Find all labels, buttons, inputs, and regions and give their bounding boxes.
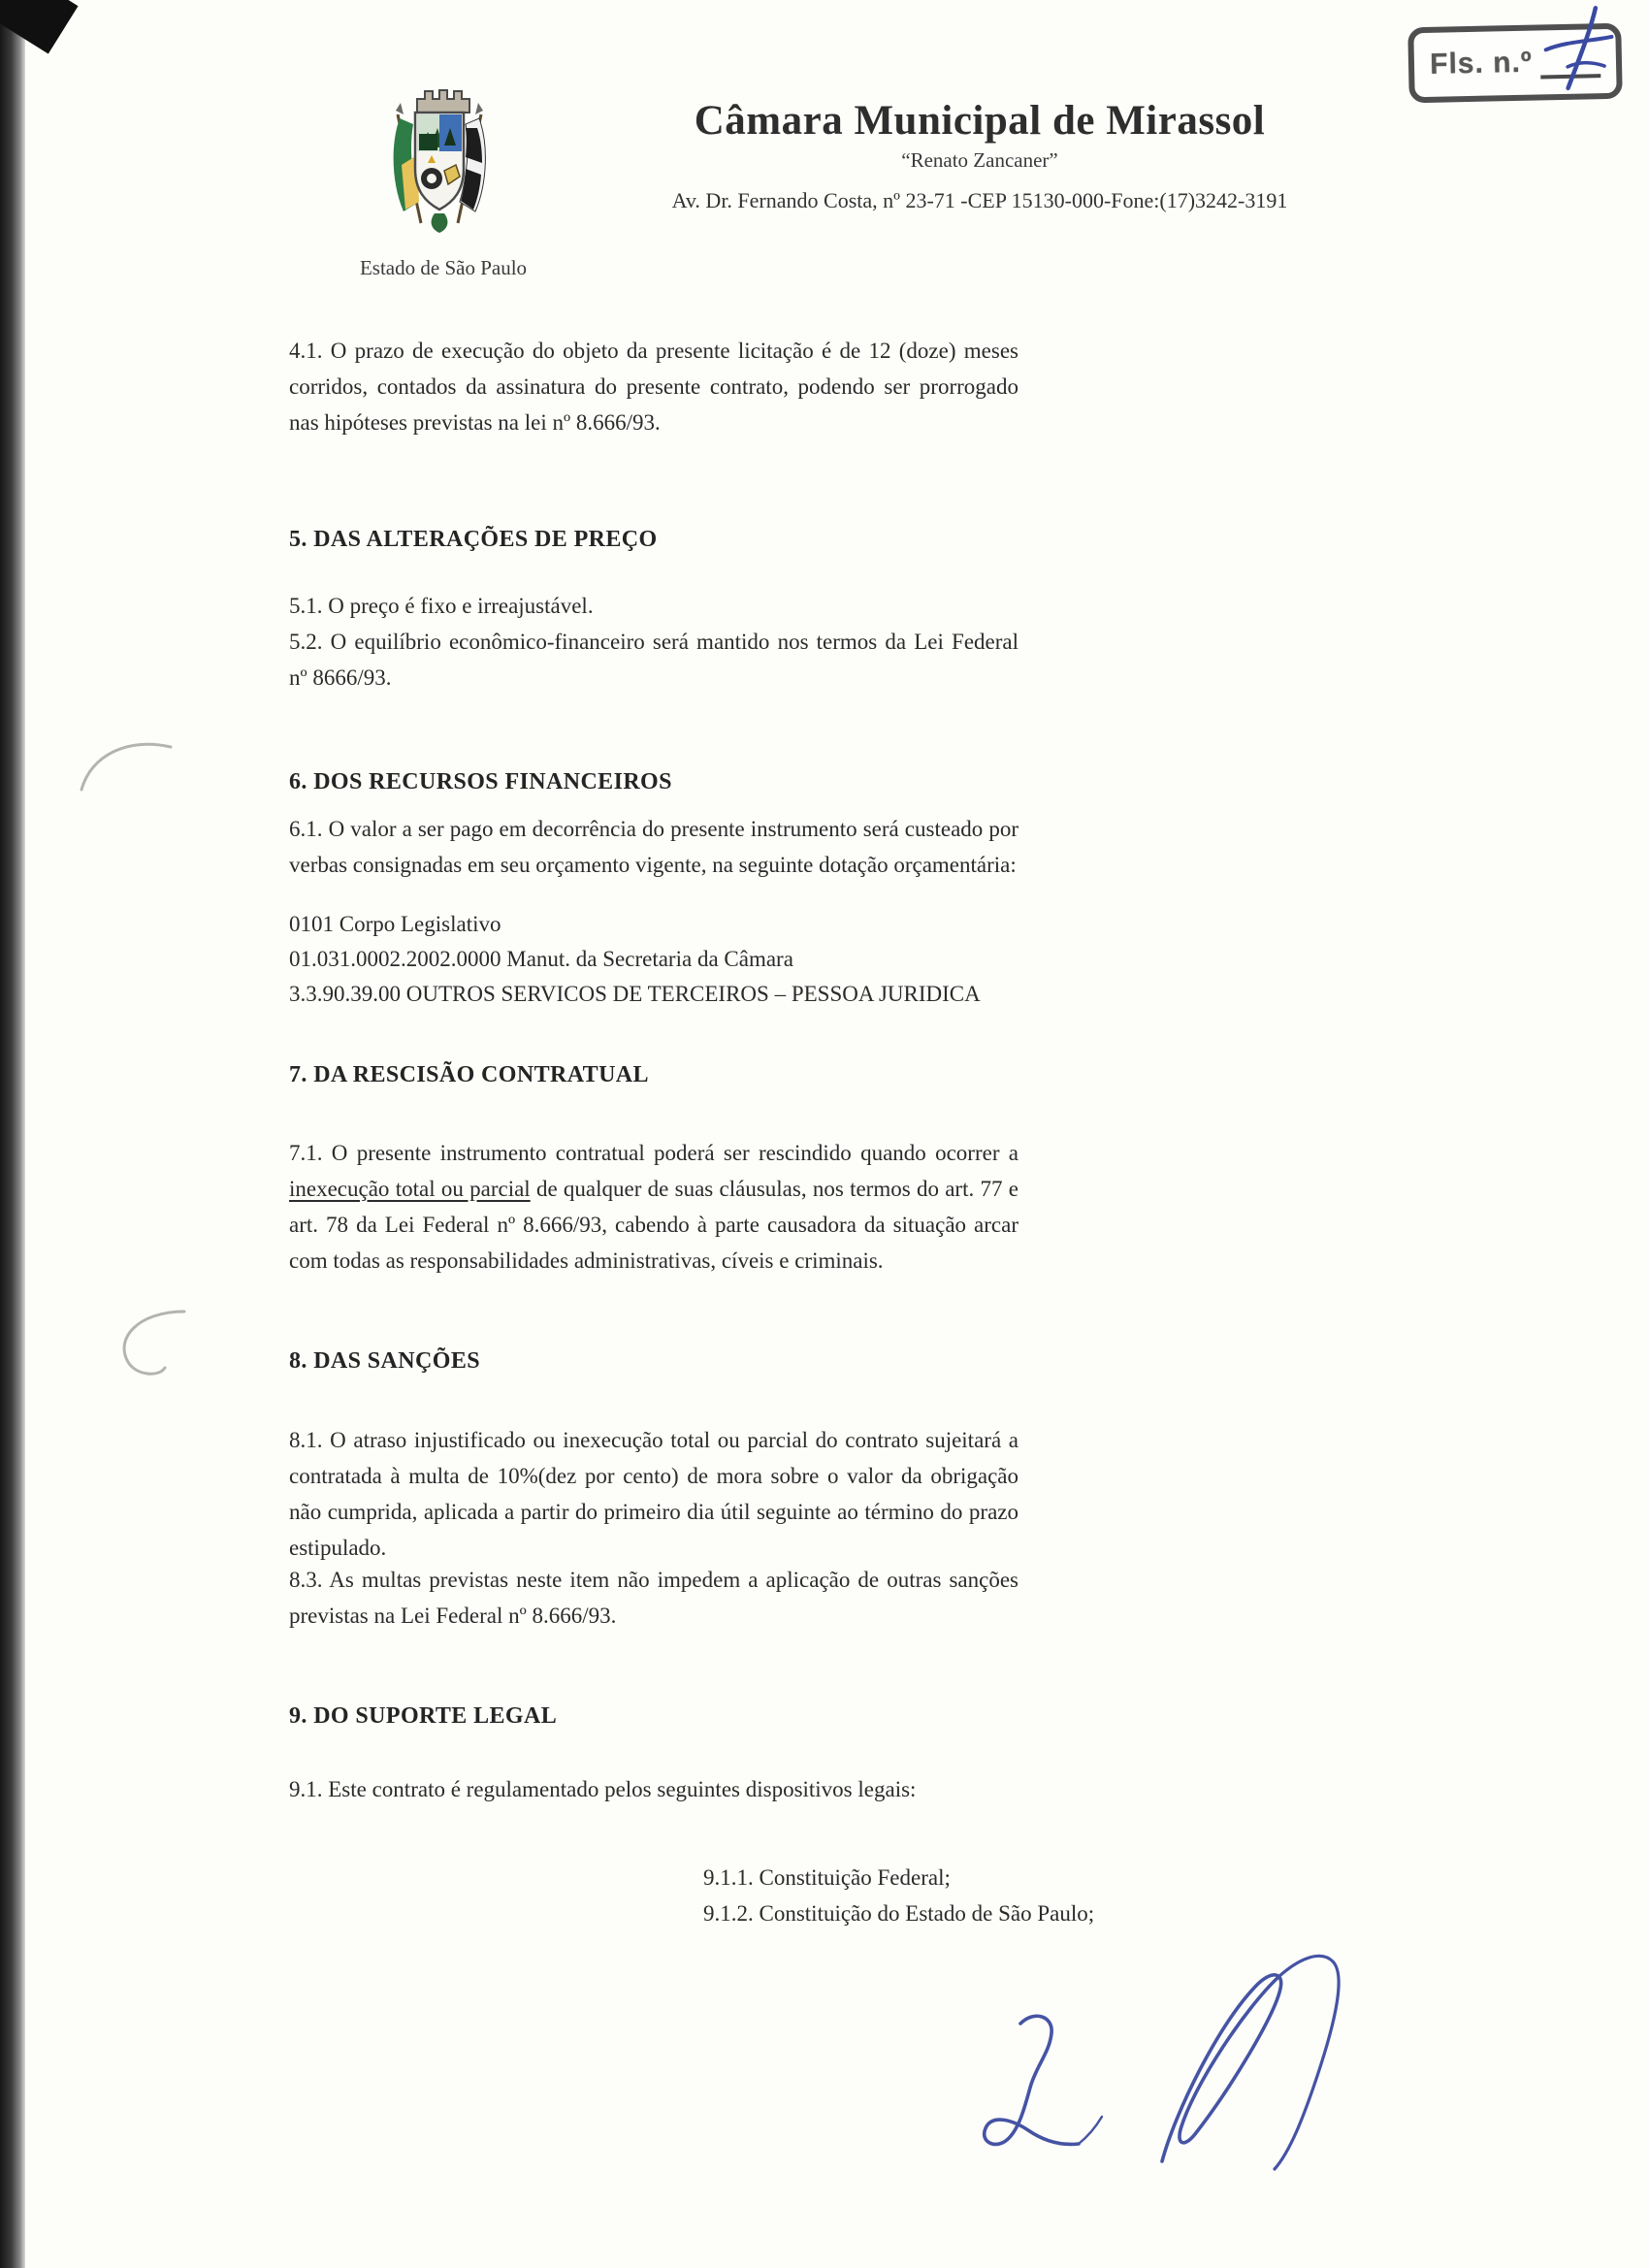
letterhead [485,97,1474,213]
fls-blank-line [1539,45,1600,79]
section-5-title: 5. DAS ALTERAÇÕES DE PREÇO [289,527,658,552]
budget-line-1: 0101 Corpo Legislativo [289,912,501,936]
budget-line-3: 3.3.90.39.00 OUTROS SERVICOS DE TERCEIROS – PESSOA JURIDICA [289,982,981,1006]
pencil-stray-mark [109,1306,215,1393]
clause-8-1: 8.1. O atraso injustificado ou inexecução total ou parcial do contrato sujeitará a contratada à multa de 10%(dez por cento) de mora sobre o valor da obrigação não cumprida, aplicada a partir do primeiro dia útil seguinte ao término do prazo estipulado. [289,1428,1018,1560]
scan-edge-shadow [0,16,25,2268]
clause-7-1 [289,1135,1018,1279]
section-7-title: 7. DA RESCISÃO CONTRATUAL [289,1062,649,1087]
legal-item-2: 9.1.2. Constituição do Estado de São Paulo; [703,1901,1095,1926]
org-subtitle: “Renato Zancaner” [901,148,1058,172]
clause-9-1: 9.1. Este contrato é regulamentado pelos seguintes dispositivos legais: [289,1777,917,1801]
pencil-stray-mark [78,733,184,801]
section-8-title: 8. DAS SANÇÕES [289,1348,480,1374]
clause-7-1-suffix: de qualquer de suas cláusulas, nos termos do art. 77 e art. 78 da Lei Federal nº 8.666/93, cabendo à parte causadora da situação arcar com todas as responsabilidades administrativas, cíveis e criminais. [289,1177,1018,1273]
clause-7-1-prefix: 7.1. O presente instrumento contratual poderá ser rescindido quando ocorrer a [289,1141,1018,1165]
clause-6-1: 6.1. O valor a ser pago em decorrência do presente instrumento será custeado por verbas consignadas em seu orçamento vigente, na seguinte dotação orçamentária: [289,817,1018,877]
fls-stamp-box [1407,23,1623,104]
section-9-title: 9. DO SUPORTE LEGAL [289,1703,558,1729]
clause-8-3: 8.3. As multas previstas neste item não impedem a aplicação de outras sanções previstas na Lei Federal nº 8.666/93. [289,1568,1018,1628]
fls-label: Fls. n.º [1429,46,1534,81]
coat-of-arms-logo [376,78,502,250]
signature [931,1930,1436,2202]
budget-line-2: 01.031.0002.2002.0000 Manut. da Secretaria da Câmara [289,947,793,971]
org-address: Av. Dr. Fernando Costa, nº 23-71 -CEP 15130-000-Fone:(17)3242-3191 [671,188,1288,212]
clause-5-2: 5.2. O equilíbrio econômico-financeiro será mantido nos termos da Lei Federal nº 8666/93. [289,630,1018,690]
logo-caption: Estado de São Paulo [359,256,528,279]
clause-7-1-underlined-phrase: inexecução total ou parcial [289,1177,531,1201]
clause-5-1: 5.1. O preço é fixo e irreajustável. [289,594,594,618]
legal-item-1: 9.1.1. Constituição Federal; [703,1865,951,1890]
org-title: Câmara Municipal de Mirassol [694,98,1266,144]
clause-4-1: 4.1. O prazo de execução do objeto da presente licitação é de 12 (doze) meses corridos, contados da assinatura do presente contrato, podendo ser prorrogado nas hipóteses previstas na lei nº 8.666/93. [289,339,1018,435]
section-6-title: 6. DOS RECURSOS FINANCEIROS [289,769,672,794]
fls-handwritten-number [1534,2,1633,97]
